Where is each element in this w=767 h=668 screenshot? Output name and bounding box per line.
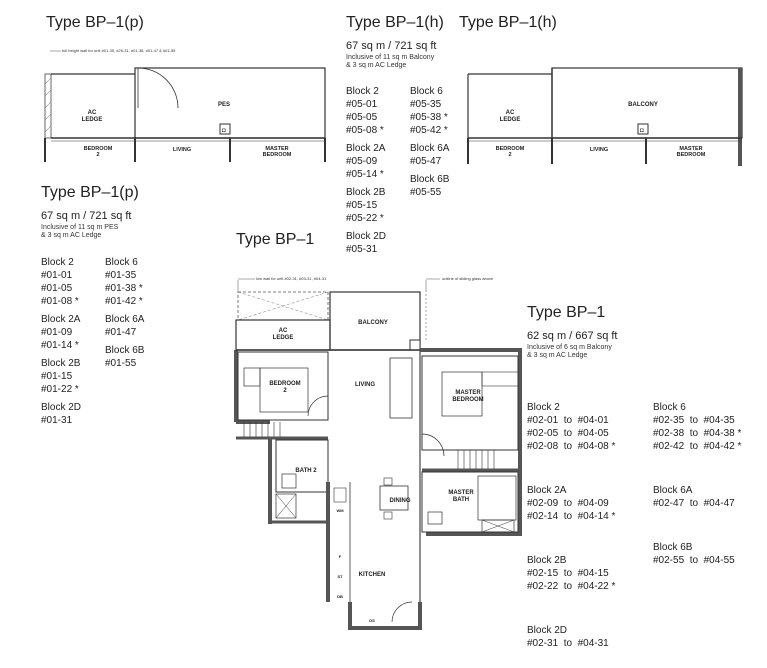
unit-number: #05-38 * — [410, 112, 448, 123]
unit-number: #01-42 * — [105, 296, 143, 307]
bp1h-blocks-col2 — [410, 85, 449, 204]
unit-number: #05-14 * — [346, 169, 384, 180]
block-name: Block 6B — [410, 174, 450, 185]
bp1-area: 62 sq m / 667 sq ft — [527, 330, 618, 342]
unit-number: #05-01 — [346, 99, 378, 110]
bp1h-living-label: LIVING — [589, 147, 609, 153]
bp1-ds-label: DS — [369, 618, 375, 623]
bp1-incl-1: Inclusive of 6 sq m Balcony — [527, 344, 612, 351]
bp1p-plan-title: Type BP–1(p) — [46, 14, 144, 31]
unit-number: #01-55 — [105, 358, 137, 369]
bp1p-living-label: LIVING — [172, 147, 192, 153]
bp1p-wall-note: full height wall for unit #01-35, #25-31, #01-38, #01-47 & #01-55 — [62, 48, 176, 53]
bp1-blocks-col1 — [527, 375, 615, 668]
block-name: Block 6 — [105, 257, 138, 268]
bp1p-incl-2: & 3 sq m AC Ledge — [41, 232, 102, 239]
block-name: Block 6A — [410, 143, 450, 154]
block-name: Block 6 — [653, 402, 686, 413]
bp1-low-wall-note: low wall for unit #02-31, #03-31, #04-31 — [256, 276, 327, 281]
bp1-blocks-col2 — [653, 375, 741, 585]
bp1-incl-2: & 3 sq m AC Ledge — [527, 352, 588, 359]
unit-number: #01-01 — [41, 270, 73, 281]
block-name: Block 2 — [41, 257, 74, 268]
bp1p-blocks-col2 — [105, 256, 144, 375]
bp1h-title: Type BP–1(h) — [346, 14, 444, 31]
unit-number: #01-08 * — [41, 296, 79, 307]
bp1-title: Type BP–1 — [527, 304, 606, 321]
block-name: Block 2B — [346, 187, 386, 198]
bp1h-balcony-label: BALCONY — [628, 102, 658, 108]
unit-range: #02-42 to #04-42 * — [653, 441, 742, 452]
unit-number: #05-08 * — [346, 125, 384, 136]
block-name: Block 6A — [105, 314, 145, 325]
unit-number: #05-05 — [346, 112, 378, 123]
svg-text:◘: ◘ — [222, 128, 226, 134]
unit-number: #01-38 * — [105, 283, 143, 294]
block-name: Block 2 — [346, 86, 379, 97]
bp1h-incl-2: & 3 sq m AC Ledge — [346, 62, 407, 69]
block-name: Block 2 — [527, 402, 560, 413]
unit-range: #02-31 to #04-31 — [527, 638, 609, 649]
unit-number: #01-31 — [41, 415, 73, 426]
bp1h-ac-ledge-label: AC LEDGE — [499, 110, 521, 123]
bp1p-master-label: MASTER BEDROOM — [262, 146, 292, 158]
unit-number: #05-47 — [410, 156, 442, 167]
bp1-balcony-label: BALCONY — [358, 320, 388, 326]
bp1h-plan-title: Type BP–1(h) — [459, 14, 557, 31]
bp1h-info — [346, 14, 444, 70]
unit-range: #02-05 to #04-05 — [527, 428, 609, 439]
bp1-wm-label: WM — [336, 508, 344, 513]
bp1p-incl-1: Inclusive of 11 sq m PES — [41, 224, 119, 231]
unit-range: #02-01 to #04-01 — [527, 415, 609, 426]
block-name: Block 2B — [41, 358, 81, 369]
bp1p-ac-ledge-label: AC LEDGE — [81, 110, 103, 123]
bp1p-pes-label: PES — [217, 102, 231, 108]
bp1-master-label: MASTER BEDROOM — [452, 390, 484, 403]
block-name: Block 2A — [346, 143, 386, 154]
unit-range: #02-35 to #04-35 — [653, 415, 735, 426]
bp1-bath2-label: BATH 2 — [295, 468, 317, 474]
block-name: Block 2A — [41, 314, 81, 325]
unit-number: #05-09 — [346, 156, 378, 167]
block-name: Block 6A — [653, 485, 693, 496]
bp1p-bedroom2-label: BEDROOM 2 — [83, 146, 113, 158]
bp1-bedroom2-label: BEDROOM 2 — [269, 381, 301, 394]
bp1-sliding-note: outline of sliding glass above — [442, 276, 494, 281]
unit-number: #05-15 — [346, 200, 378, 211]
unit-number: #01-35 — [105, 270, 137, 281]
bp1-floor-plan — [230, 272, 530, 634]
unit-number: #01-05 — [41, 283, 73, 294]
bp1p-floor-plan — [40, 44, 330, 168]
block-name: Block 2D — [346, 231, 387, 242]
bp1-info — [527, 304, 618, 360]
bp1h-area: 67 sq m / 721 sq ft — [346, 40, 437, 52]
unit-number: #01-15 — [41, 371, 73, 382]
bp1-living-label: LIVING — [354, 382, 376, 388]
bp1-db-label: DB — [337, 594, 343, 599]
block-name: Block 2D — [527, 625, 568, 636]
unit-number: #05-55 — [410, 187, 442, 198]
unit-range: #02-14 to #04-14 * — [527, 511, 616, 522]
block-name: Block 6B — [653, 542, 693, 553]
unit-number: #01-09 — [41, 327, 73, 338]
block-name: Block 6B — [105, 345, 145, 356]
unit-number: #01-47 — [105, 327, 137, 338]
unit-range: #02-22 to #04-22 * — [527, 581, 616, 592]
unit-number: #05-42 * — [410, 125, 448, 136]
unit-number: #01-22 * — [41, 384, 79, 395]
block-name: Block 2D — [41, 402, 82, 413]
bp1-st-label: ST — [337, 574, 343, 579]
bp1-kitchen-label: KITCHEN — [358, 572, 386, 578]
bp1p-title: Type BP–1(p) — [41, 184, 139, 201]
unit-number: #05-31 — [346, 244, 378, 255]
unit-range: #02-55 to #04-55 — [653, 555, 735, 566]
svg-text:◘: ◘ — [640, 128, 644, 134]
bp1-dining-label: DINING — [389, 498, 411, 504]
bp1p-area: 67 sq m / 721 sq ft — [41, 210, 132, 222]
unit-range: #02-47 to #04-47 — [653, 498, 735, 509]
bp1p-blocks-col1 — [41, 256, 81, 432]
bp1h-floor-plan — [460, 66, 750, 168]
unit-number: #05-35 — [410, 99, 442, 110]
bp1-master-bath-label: MASTER BATH — [448, 490, 474, 503]
bp1-f-label: F — [338, 554, 342, 559]
bp1h-bedroom2-label: BEDROOM 2 — [495, 146, 525, 158]
bp1p-info — [41, 184, 139, 240]
bp1h-blocks-col1 — [346, 85, 386, 261]
bp1h-incl-1: Inclusive of 11 sq m Balcony — [346, 54, 435, 61]
bp1-ac-ledge-label: AC LEDGE — [272, 328, 294, 341]
bp1h-master-label: MASTER BEDROOM — [676, 146, 706, 158]
block-name: Block 2B — [527, 555, 567, 566]
block-name: Block 6 — [410, 86, 443, 97]
unit-range: #02-08 to #04-08 * — [527, 441, 616, 452]
unit-range: #02-09 to #04-09 — [527, 498, 609, 509]
unit-number: #05-22 * — [346, 213, 384, 224]
bp1-plan-title: Type BP–1 — [236, 231, 315, 248]
unit-number: #01-14 * — [41, 340, 79, 351]
unit-range: #02-15 to #04-15 — [527, 568, 609, 579]
unit-range: #02-38 to #04-38 * — [653, 428, 742, 439]
block-name: Block 2A — [527, 485, 567, 496]
